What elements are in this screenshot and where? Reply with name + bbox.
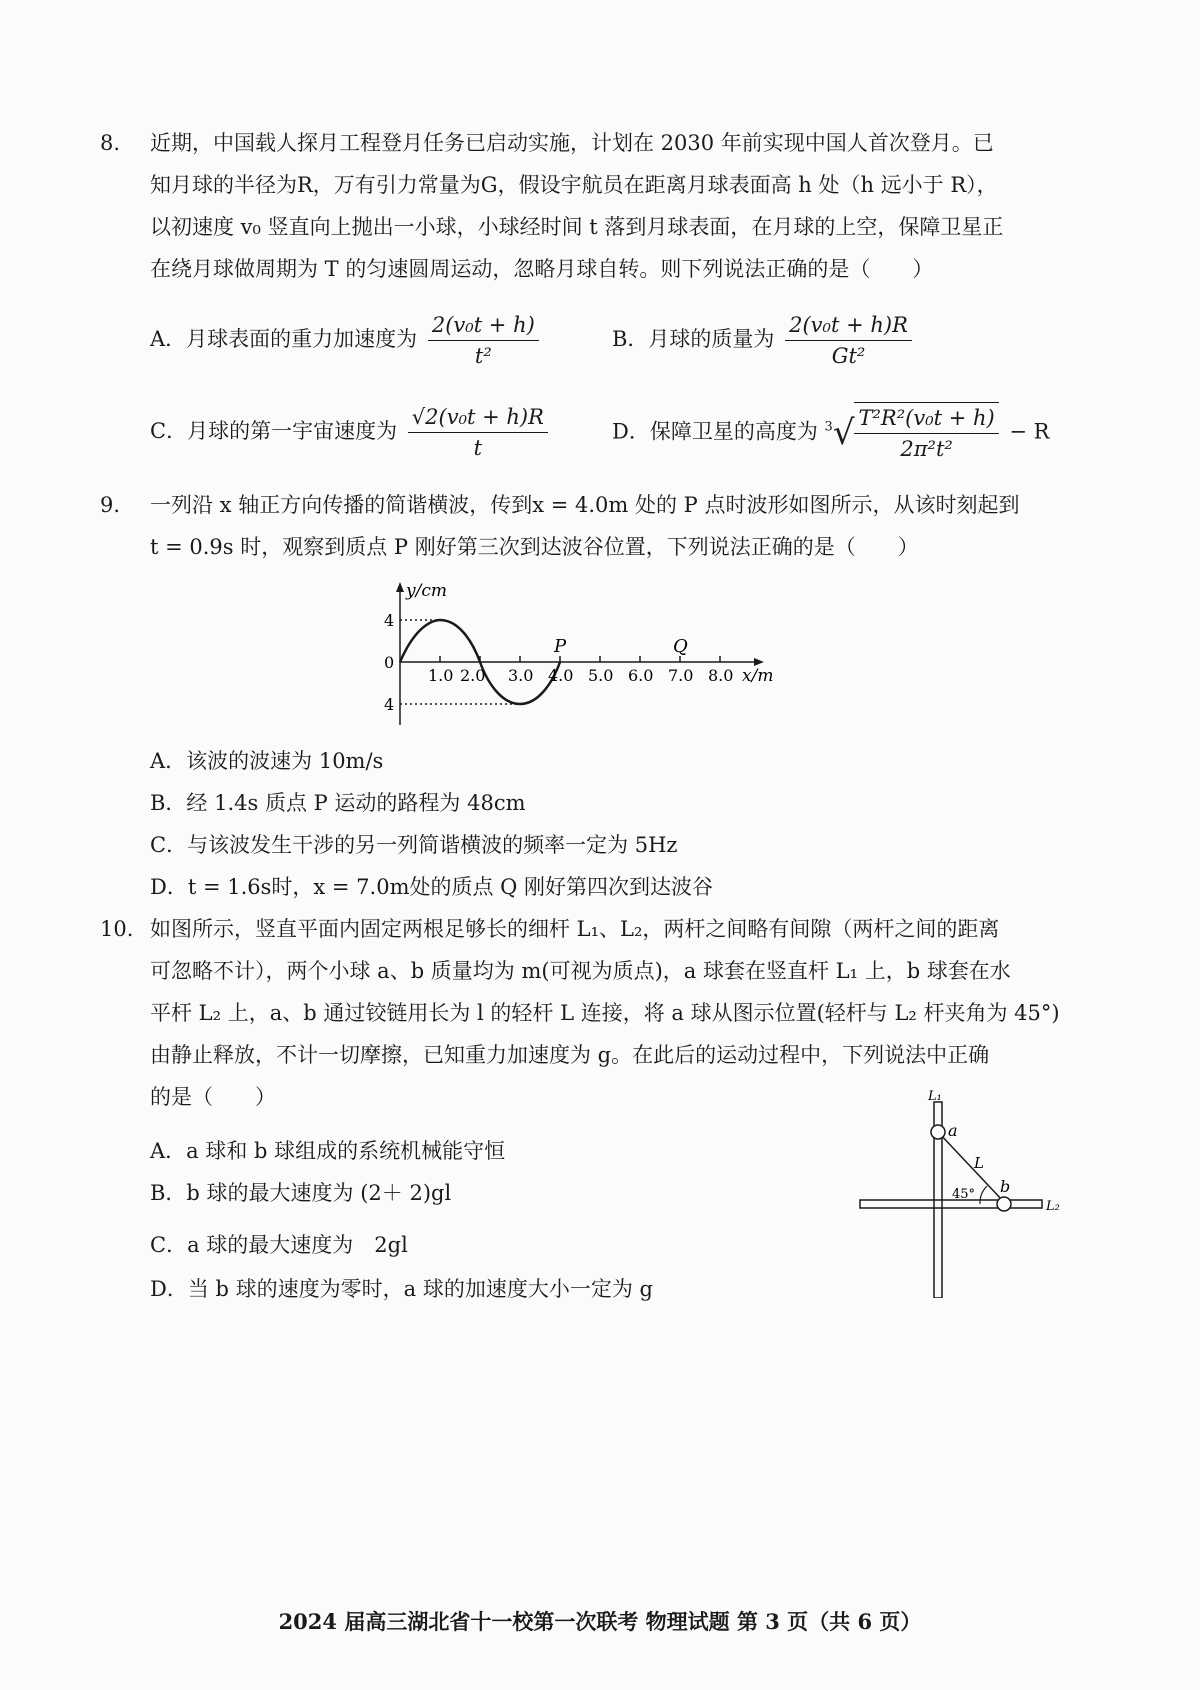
q10-option-b: B．b 球的最大速度为 (2＋ 2)gl (150, 1181, 452, 1205)
q8-option-c-denominator: t (473, 436, 483, 460)
q8-option-d-fraction (854, 402, 998, 464)
label-angle: 45° (952, 1187, 976, 1202)
horizontal-rod-l2 (860, 1200, 1042, 1208)
q8-option-b-numerator: 2(v₀t + h)R (785, 310, 912, 341)
q8-option-a-fraction (428, 310, 539, 371)
q9-option-b: B．经 1.4s 质点 P 运动的路程为 48cm (150, 791, 526, 815)
q9-option-a: A．该波的波速为 10m/s (150, 749, 384, 773)
q10-line-3: 平杆 L₂ 上，a、b 通过铰链用长为 l 的轻杆 L 连接，将 a 球从图示位置(轻杆与 L₂ 杆夹角为 45°) (150, 1001, 1060, 1025)
point-q-label: Q (673, 636, 688, 657)
q8-option-b-fraction (785, 310, 912, 371)
label-b: b (1000, 1177, 1011, 1196)
q9-line-1: 一列沿 x 轴正方向传播的简谐横波，传到x = 4.0m 处的 P 点时波形如图所示，从该时刻起到 (150, 493, 1020, 517)
q8-option-b (612, 310, 916, 371)
q8-option-c-fraction (408, 402, 548, 463)
q9-option-d: D．t = 1.6s时，x = 7.0m处的质点 Q 刚好第四次到达波谷 (150, 875, 714, 899)
label-l1: L₁ (928, 1089, 942, 1104)
q10-option-d: D．当 b 球的速度为零时，a 球的加速度大小一定为 g (150, 1277, 653, 1301)
y-tick-bottom: 4 (384, 695, 395, 714)
q8-option-d-denominator: 2π²t² (900, 437, 953, 461)
q8-line-4: 在绕月球做周期为 T 的匀速圆周运动，忽略月球自转。则下列说法正确的是（ ） (150, 257, 934, 281)
q8-option-d-label: D．保障卫星的高度为 (612, 419, 818, 444)
label-rod-l: L (974, 1154, 984, 1172)
q10-option-c: C．a 球的最大速度为 2gl (150, 1233, 408, 1257)
angle-arc (980, 1186, 987, 1204)
x-tick-label: 2.0 (460, 666, 486, 685)
radical-icon: √ (832, 413, 855, 453)
q8-option-d-root-index: 3 (824, 419, 833, 435)
x-tick-label: 7.0 (668, 666, 694, 685)
q8-option-a (150, 310, 543, 371)
x-tick-label: 3.0 (508, 666, 534, 685)
q9-line-2: t = 0.9s 时，观察到质点 P 刚好第三次到达波谷位置，下列说法正确的是（ ） (150, 535, 919, 559)
q10-line-4: 由静止释放，不计一切摩擦，已知重力加速度为 g。在此后的运动过程中，下列说法中正确 (150, 1043, 990, 1067)
y-axis-arrow-icon (396, 582, 404, 592)
q9-option-c: C．与该波发生干涉的另一列简谐横波的频率一定为 5Hz (150, 833, 678, 857)
page-footer: 2024 届高三湖北省十一校第一次联考 物理试题 第 3 页（共 6 页） (278, 1609, 922, 1634)
q8-option-a-denominator: t² (474, 344, 492, 368)
y-axis-label: y/cm (406, 581, 447, 601)
q8-option-d-tail: − R (1009, 419, 1050, 444)
x-tick-label: 4.0 (548, 666, 574, 685)
q8-line-3: 以初速度 v₀ 竖直向上抛出一小球，小球经时间 t 落到月球表面，在月球的上空，保障卫星正 (150, 215, 1004, 239)
x-axis-label: x/m (742, 666, 774, 686)
q8-option-d-numerator: T²R²(v₀t + h) (854, 403, 998, 434)
q8-option-a-label: A．月球表面的重力加速度为 (150, 327, 418, 351)
q9-number: 9. (100, 493, 121, 517)
q8-option-b-label: B．月球的质量为 (612, 327, 775, 351)
y-tick-top: 4 (384, 611, 395, 630)
x-tick-label: 8.0 (708, 666, 734, 685)
label-l2: L₂ (1046, 1199, 1060, 1214)
q8-option-c-label: C．月球的第一宇宙速度为 (150, 419, 398, 443)
x-tick-label: 5.0 (588, 666, 614, 685)
point-p-label: P (554, 636, 567, 657)
ball-b (997, 1197, 1011, 1211)
x-axis-arrow-icon (754, 658, 764, 666)
wave-figure (360, 580, 780, 730)
q8-option-c-numerator: √2(v₀t + h)R (408, 402, 548, 433)
ball-a (931, 1125, 945, 1139)
rods-figure (850, 1088, 1070, 1298)
q8-line-1: 近期，中国载人探月工程登月任务已启动实施，计划在 2030 年前实现中国人首次登月。已 (150, 131, 994, 155)
q8-option-c (150, 402, 552, 463)
q8-option-b-denominator: Gt² (831, 344, 866, 368)
y-tick-zero: 0 (384, 653, 395, 672)
q10-line-5: 的是（ ） (150, 1085, 276, 1109)
q8-number: 8. (100, 131, 121, 155)
x-tick-label: 1.0 (428, 666, 454, 685)
label-a: a (948, 1121, 958, 1140)
q8-line-2: 知月球的半径为R，万有引力常量为G，假设宇航员在距离月球表面高 h 处（h 远小于 R）， (150, 173, 998, 197)
q10-line-2: 可忽略不计），两个小球 a、b 质量均为 m(可视为质点)，a 球套在竖直杆 L₁ 上，b 球套在水 (150, 959, 1011, 983)
q10-option-a: A．a 球和 b 球组成的系统机械能守恒 (150, 1139, 506, 1163)
x-tick-label: 6.0 (628, 666, 654, 685)
q8-option-d (612, 402, 1050, 464)
q8-option-a-numerator: 2(v₀t + h) (428, 310, 539, 341)
q10-line-1: 如图所示，竖直平面内固定两根足够长的细杆 L₁、L₂，两杆之间略有间隙（两杆之间的距离 (150, 917, 1000, 941)
q10-number: 10. (100, 917, 134, 941)
